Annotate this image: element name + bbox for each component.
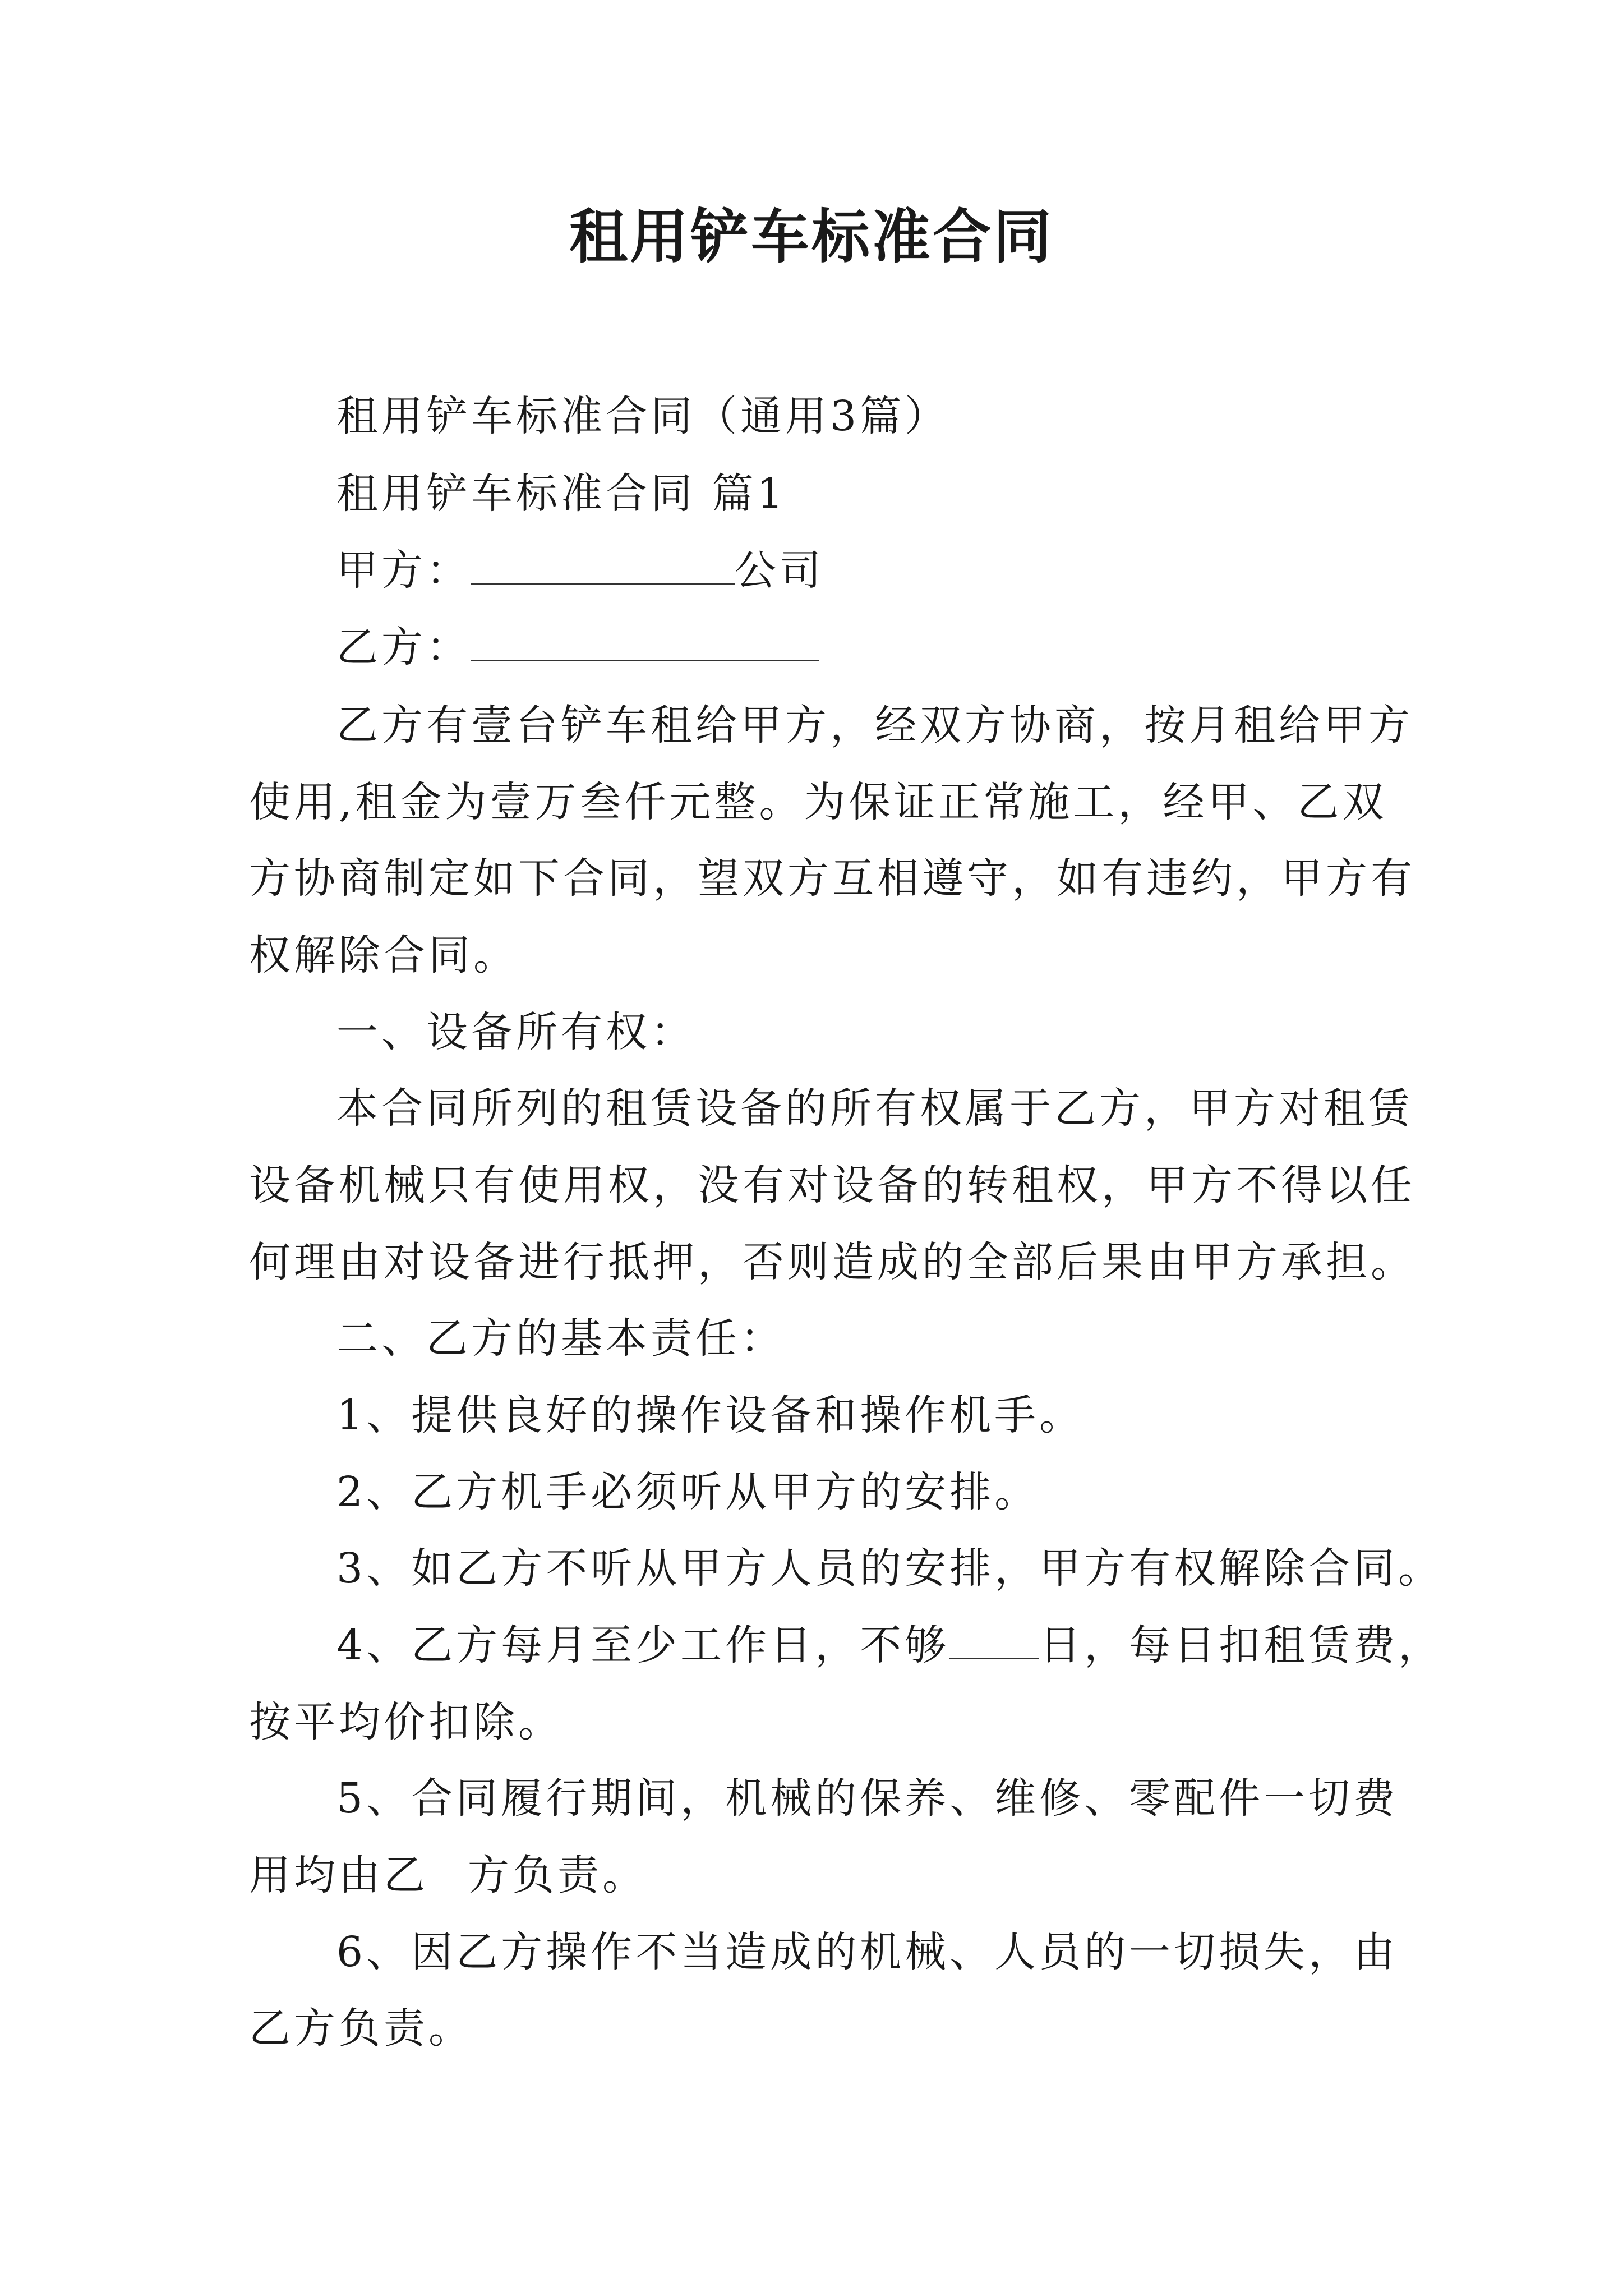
party-b-blank <box>471 625 819 661</box>
intro-line-2: 使用,租金为壹万叁仟元整。为保证正常施工，经甲、乙双 <box>249 778 1387 826</box>
section-heading: 租用铲车标准合同 篇1 <box>336 470 787 518</box>
clause2-item-6-line-2: 乙方负责。 <box>249 2004 473 2053</box>
clause2-item-6: 6、因乙方操作不当造成的机械、人员的一切损失，由 <box>336 1928 1399 1976</box>
clause2-item-5-line-2 <box>249 1847 647 1903</box>
clause2-item-1: 1、提供良好的操作设备和操作机手。 <box>336 1391 1085 1439</box>
clause1-body-line-1: 本合同所列的租赁设备的所有权属于乙方，甲方对租赁 <box>336 1084 1413 1133</box>
clause2-item-3: 3、如乙方不听从甲方人员的安排，甲方有权解除合同。 <box>336 1544 1444 1593</box>
party-a-label: 甲方： <box>336 546 471 595</box>
clause1-heading: 一、设备所有权： <box>336 1008 695 1056</box>
party-a-blank <box>471 548 735 585</box>
clause2-item-2: 2、乙方机手必须听从甲方的安排。 <box>336 1468 1040 1516</box>
clause2-item-4-post: 日，每日扣租赁费， <box>1039 1621 1444 1669</box>
intro-line-3: 方协商制定如下合同，望双方互相遵守，如有违约，甲方有 <box>249 854 1415 903</box>
work-days-blank <box>949 1623 1039 1659</box>
clause2-item-4-line-2: 按平均价扣除。 <box>249 1698 563 1746</box>
intro-line-1: 乙方有壹台铲车租给甲方，经双方协商，按月租给甲方 <box>336 701 1413 749</box>
intro-line-4: 权解除合同。 <box>249 931 518 979</box>
clause2-heading: 二、乙方的基本责任： <box>336 1314 785 1363</box>
clause2-item-5-line-2-post: 方负责。 <box>468 1851 647 1899</box>
clause1-body-line-3: 何理由对设备进行抵押，否则造成的全部后果由甲方承担。 <box>249 1238 1415 1286</box>
clause2-item-4 <box>336 1617 1443 1673</box>
clause2-item-5: 5、合同履行期间，机械的保养、维修、零配件一切费 <box>336 1774 1399 1823</box>
party-b-label: 乙方： <box>336 623 471 671</box>
clause2-item-4-pre: 4、乙方每月至少工作日，不够 <box>336 1621 950 1669</box>
party-a-suffix: 公司 <box>735 546 824 595</box>
clause1-body-line-2: 设备机械只有使用权，没有对设备的转租权，甲方不得以任 <box>249 1161 1415 1209</box>
document-title: 租用铲车标准合同 <box>569 202 1054 271</box>
party-a-line <box>336 542 824 599</box>
party-b-line <box>336 619 819 675</box>
document-subtitle: 租用铲车标准合同（通用3篇） <box>336 392 950 440</box>
clause2-item-5-line-2-pre: 用均由乙 <box>249 1851 428 1899</box>
